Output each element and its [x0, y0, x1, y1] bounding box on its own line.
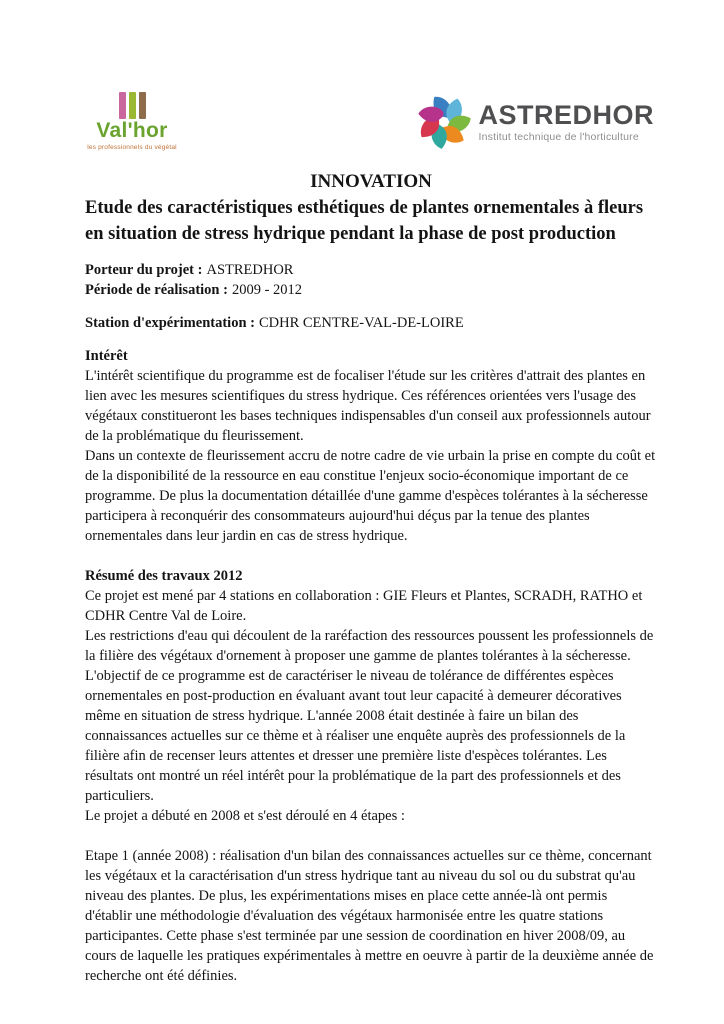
section-resume-paragraph-3: Le projet a débuté en 2008 et s'est déroulé en 4 étapes : — [85, 808, 405, 824]
astredhor-tagline: Institut technique de l'horticulture — [478, 130, 639, 143]
valhor-tagline: les professionnels du végétal — [87, 144, 177, 151]
document-title: Etude des caractéristiques esthétiques de plantes ornementales à fleurs en situation de stress hydrique pendant la phase de post production — [85, 198, 644, 244]
section-interet-heading: Intérêt — [85, 348, 128, 364]
document-body — [85, 169, 657, 986]
meta-porteur-label: Porteur du projet : — [85, 262, 203, 278]
section-resume — [85, 566, 657, 826]
section-resume-heading: Résumé des travaux 2012 — [85, 568, 243, 584]
section-interet-paragraph-1: L'intérêt scientifique du programme est de focaliser l'étude sur les critères d'attrait des plantes en lien avec les mesures scientifiques du stress hydrique. Ces références orientées vers l'usage des végétaux constitueront les bases techniques indispensables d'un conseil aux professionnels autour de la problématique du fleurissement. — [85, 368, 651, 444]
section-interet — [85, 346, 657, 546]
astredhor-text-block — [478, 99, 654, 143]
section-etape1-paragraph: Etape 1 (année 2008) : réalisation d'un bilan des connaissances actuelles sur ce thème, concernant les végétaux et la caractérisation d'un stress hydrique tant au niveau du sol ou du substrat qu'au niveau des plantes. De plus, les expérimentations mises en place cette année-là ont permis d'établir une méthodologie d'évaluation des végétaux harmonisée entre les quatre stations participantes. Cette phase s'est terminée par une session de coordination en hiver 2008/09, au cours de laquelle les pratiques expérimentales à mettre en oeuvre à partir de la deuxième année de recherche ont été définies. — [85, 848, 654, 984]
logos-row — [0, 0, 724, 151]
section-resume-paragraph-2: Les restrictions d'eau qui découlent de la raréfaction des ressources poussent les professionnels de la filière des végétaux d'ornement à proposer une gamme de plantes tolérantes à la sécheresse. L'objectif de ce programme est de caractériser le niveau de tolérance de différentes espèces ornementales en post-production en évaluant avant tout leur capacité à demeurer décoratives même en situation de stress hydrique. L'année 2008 était destinée à faire un bilan des connaissances actuelles sur ce thème et à réaliser une enquête auprès des professionnels de la filière afin de recenser leurs attentes et dresser une première liste d'espèces tolérantes. Les résultats ont montré un réel intérêt pour la problématique de la part des professionnels et des particuliers. — [85, 628, 654, 804]
astredhor-flower-icon — [415, 93, 473, 151]
section-resume-paragraph-1: Ce projet est mené par 4 stations en collaboration : GIE Fleurs et Plantes, SCRADH, RATHO et CDHR Centre Val de Loire. — [85, 588, 643, 624]
astredhor-wordmark: ASTREDHOR — [478, 99, 654, 130]
meta-station-label: Station d'expérimentation : — [85, 315, 255, 331]
valhor-bars-icon — [119, 92, 146, 119]
section-etape1 — [85, 846, 657, 986]
meta-periode — [85, 280, 657, 300]
project-meta — [85, 260, 657, 333]
meta-station-value: CDHR CENTRE-VAL-DE-LOIRE — [258, 315, 464, 331]
meta-porteur — [85, 260, 657, 280]
meta-station — [85, 313, 657, 333]
section-interet-paragraph-2: Dans un contexte de fleurissement accru de notre cadre de vie urbain la prise en compte du coût et de la disponibilité de la ressource en eau constitue l'enjeux socio-économique important de ce programme. De plus la documentation détaillée d'une gamme d'espèces tolérantes à la sécheresse participera à reconquérir des consommateurs aujourd'hui déçus par la tenue des plantes ornementales dans leur jardin en cas de stress hydrique. — [85, 448, 656, 544]
meta-porteur-value: ASTREDHOR — [206, 262, 294, 278]
meta-periode-label: Période de réalisation : — [85, 282, 228, 298]
astredhor-logo — [415, 93, 654, 151]
document-kicker: INNOVATION — [310, 171, 432, 192]
valhor-logo — [87, 92, 177, 151]
meta-periode-value: 2009 - 2012 — [231, 282, 303, 298]
valhor-wordmark: Val'hor — [96, 119, 168, 142]
